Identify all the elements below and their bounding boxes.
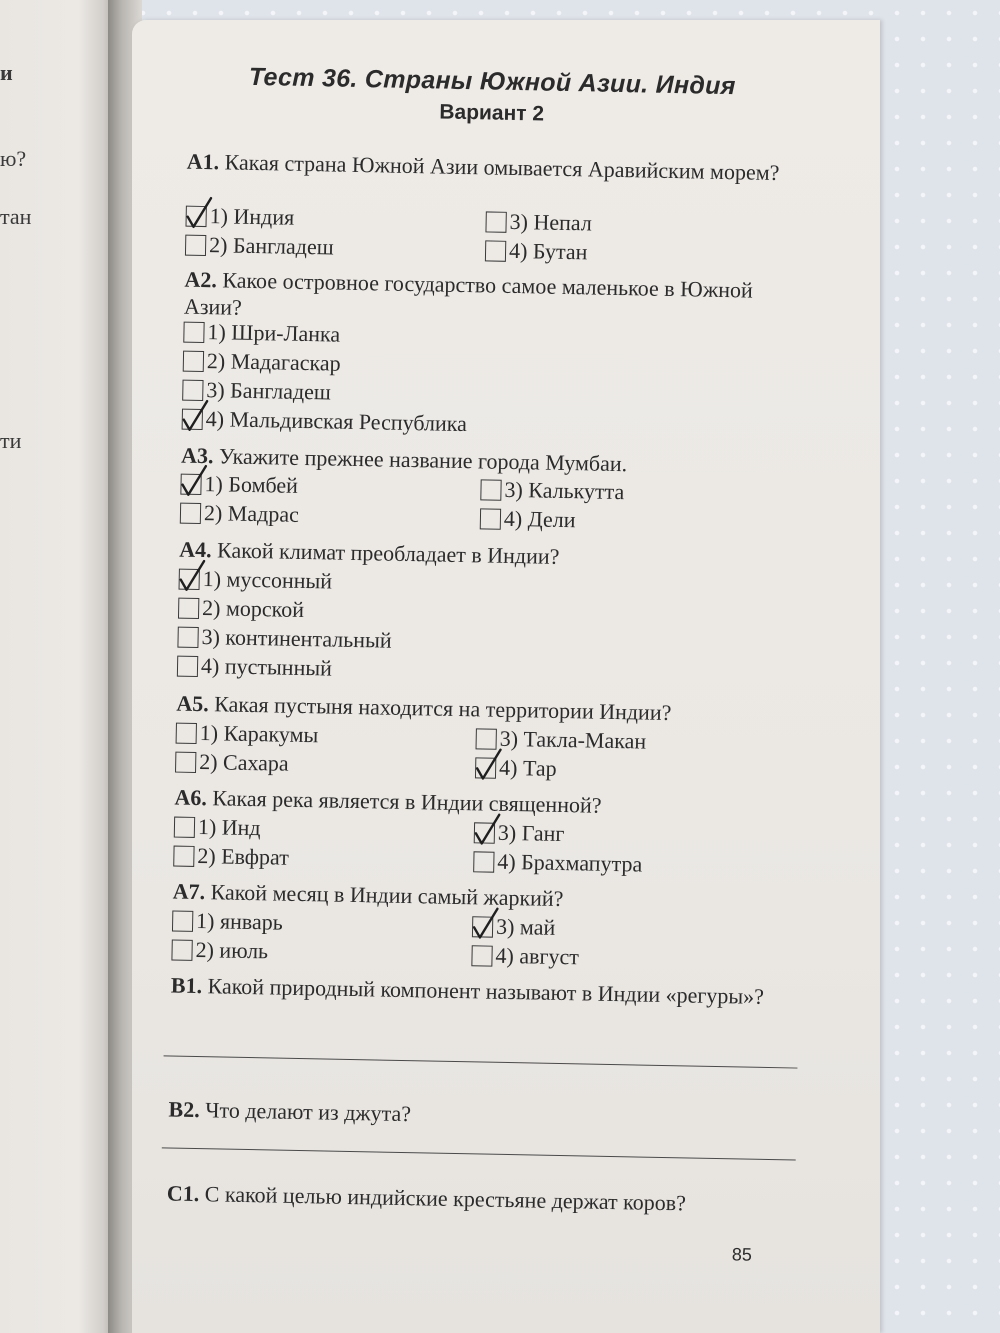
option-label: 2) Бангладеш [208, 232, 334, 260]
option-label: 4) пустынный [200, 653, 333, 681]
question-number: А2. [184, 266, 218, 293]
option-a2-2[interactable] [183, 349, 341, 376]
option-label: 3) Бангладеш [206, 377, 332, 405]
variant-subtitle: Вариант 2 [439, 100, 545, 126]
checkbox[interactable] [183, 321, 204, 342]
question-b2 [168, 1095, 780, 1134]
left-page-text-fragment: и [0, 60, 13, 85]
checkbox[interactable] [178, 597, 199, 618]
question-number: А7. [172, 878, 206, 905]
question-text: Укажите прежнее название города Мумбаи. [218, 443, 628, 477]
worksheet-page [132, 20, 880, 1333]
question-text: С какой целью индийские крестьяне держат коров? [204, 1181, 687, 1216]
checkbox[interactable] [182, 408, 203, 429]
option-a7-2[interactable] [171, 938, 268, 964]
checkbox[interactable] [179, 568, 200, 589]
left-page-text-fragment: ю? [0, 146, 27, 171]
option-a1-4[interactable] [485, 238, 588, 264]
page-number: 85 [731, 1244, 753, 1265]
checkmark-icon [177, 557, 208, 594]
option-a6-3[interactable] [474, 820, 565, 846]
checkbox[interactable] [175, 751, 196, 772]
question-a1 [186, 148, 798, 187]
option-a5-4[interactable] [475, 755, 557, 781]
question-number: В2. [168, 1096, 200, 1123]
option-a6-2[interactable] [173, 844, 289, 870]
option-a5-2[interactable] [175, 750, 289, 776]
question-number: А6. [174, 784, 208, 811]
question-text: Какое островное государство самое маленькое в Южной Азии? [183, 267, 753, 320]
checkbox[interactable] [172, 910, 193, 931]
checkbox[interactable] [485, 211, 506, 232]
option-a3-1[interactable] [180, 472, 298, 498]
checkbox[interactable] [474, 822, 495, 843]
question-number: А3. [180, 442, 214, 469]
checkbox[interactable] [485, 240, 506, 261]
option-a5-1[interactable] [176, 721, 319, 748]
answer-line-b2[interactable] [162, 1147, 796, 1160]
left-page-edge [0, 0, 112, 1333]
checkbox[interactable] [173, 845, 194, 866]
question-number: А5. [176, 690, 209, 717]
option-label: 2) Сахара [198, 749, 289, 776]
option-label: 1) Индия [209, 203, 295, 230]
option-label: 2) июль [195, 936, 269, 964]
checkmark-icon [474, 746, 505, 783]
option-a4-3[interactable] [177, 625, 391, 653]
option-label: 1) муссонный [202, 566, 333, 594]
answer-line-b1[interactable] [164, 1055, 798, 1068]
option-label: 4) Дели [503, 505, 576, 533]
question-text: Какая страна Южной Азии омывается Аравийским морем? [224, 149, 780, 186]
option-label: 3) Ганг [497, 819, 565, 847]
checkbox[interactable] [185, 234, 206, 255]
question-text: Какой месяц в Индии самый жаркий? [210, 879, 564, 912]
checkbox[interactable] [475, 757, 496, 778]
question-number: А1. [186, 148, 220, 175]
option-a6-1[interactable] [174, 815, 261, 841]
checkbox[interactable] [471, 945, 492, 966]
checkbox[interactable] [174, 816, 195, 837]
question-number: В1. [170, 972, 203, 999]
option-label: 3) Калькутта [504, 476, 625, 505]
option-label: 3) Такла-Макан [499, 725, 647, 754]
option-label: 2) Мадагаскар [206, 348, 341, 376]
option-a7-4[interactable] [471, 943, 579, 969]
option-a3-2[interactable] [180, 501, 299, 527]
question-text: Какой климат преобладает в Индии? [216, 537, 560, 569]
option-label: 3) Непал [509, 208, 593, 236]
question-number: С1. [166, 1180, 200, 1207]
checkbox[interactable] [180, 473, 201, 494]
checkmark-icon [471, 905, 502, 942]
question-text: Какой природный компонент называют в Индии «регуры»? [207, 973, 765, 1009]
checkmark-icon [184, 194, 215, 231]
option-label: 4) Тар [498, 754, 557, 781]
checkbox[interactable] [186, 205, 207, 226]
option-label: 2) морской [201, 595, 305, 623]
left-page-text-fragment: ти [0, 428, 22, 453]
question-b1 [171, 972, 783, 1011]
checkbox[interactable] [183, 350, 204, 371]
option-label: 4) Бутан [508, 237, 588, 265]
option-label: 1) Шри-Ланка [207, 319, 341, 347]
checkbox[interactable] [177, 626, 198, 647]
checkbox[interactable] [180, 502, 201, 523]
question-text: Какая пустыня находится на территории Индии? [213, 691, 672, 726]
option-a2-4[interactable] [182, 407, 468, 436]
option-label: 1) Каракумы [199, 720, 319, 748]
checkmark-icon [181, 397, 212, 434]
checkbox[interactable] [472, 916, 493, 937]
option-label: 4) Брахмапутра [497, 848, 643, 877]
option-a6-4[interactable] [473, 849, 642, 876]
option-a4-1[interactable] [179, 567, 333, 594]
option-a1-3[interactable] [485, 209, 592, 235]
test-title: Тест 36. Страны Южной Азии. Индия [248, 62, 736, 101]
page-content [132, 20, 880, 1333]
option-a1-1[interactable] [185, 204, 294, 230]
left-page-text-fragment: тан [0, 204, 32, 229]
option-a7-3[interactable] [472, 914, 556, 940]
option-a4-4[interactable] [177, 654, 332, 681]
checkmark-icon [473, 811, 504, 848]
checkbox[interactable] [480, 508, 501, 529]
option-label: 2) Мадрас [203, 500, 300, 527]
checkbox[interactable] [177, 655, 198, 676]
option-label: 1) Бомбей [204, 471, 299, 498]
option-label: 1) Инд [197, 814, 261, 841]
question-number: А4. [179, 536, 212, 563]
option-a2-1[interactable] [183, 320, 340, 347]
option-a4-2[interactable] [178, 596, 304, 622]
option-a3-4[interactable] [480, 506, 576, 532]
option-a1-2[interactable] [185, 233, 334, 260]
checkbox[interactable] [176, 722, 197, 743]
question-text: Что делают из джута? [204, 1097, 412, 1127]
question-c1 [167, 1179, 779, 1218]
checkbox[interactable] [171, 939, 192, 960]
option-label: 2) Евфрат [197, 843, 290, 870]
option-label: 3) континентальный [201, 624, 392, 653]
question-text: Какая река является в Индии священной? [212, 785, 602, 818]
checkbox[interactable] [473, 851, 494, 872]
option-label: 3) май [495, 913, 556, 940]
option-label: 4) август [495, 942, 580, 970]
option-label: 4) Мальдивская Республика [205, 406, 468, 437]
option-a7-1[interactable] [172, 909, 283, 935]
checkmark-icon [179, 462, 210, 499]
checkbox[interactable] [480, 479, 501, 500]
option-a3-3[interactable] [480, 477, 624, 504]
option-label: 1) январь [195, 907, 284, 935]
